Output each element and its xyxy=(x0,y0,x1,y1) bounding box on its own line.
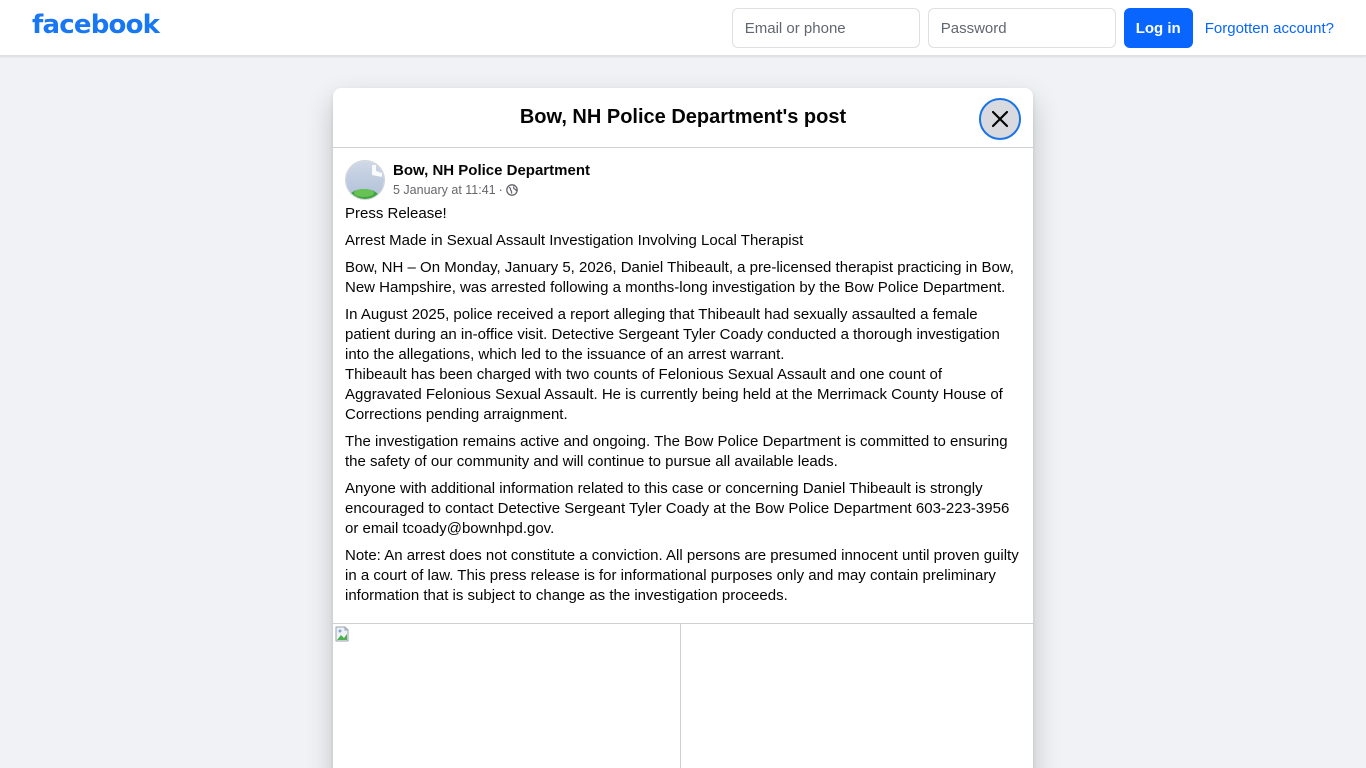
close-button[interactable] xyxy=(979,98,1021,140)
email-field[interactable] xyxy=(732,8,920,48)
post-paragraph: Anyone with additional information related to this case or concerning Daniel Thibeault is strongly encouraged to contact Detective Sergeant Tyler Coady at the Bow Police Department 603-223-3956 or email tcoady@bownhpd.gov. xyxy=(345,480,1010,537)
post-paragraph: Note: An arrest does not constitute a conviction. All persons are presumed innocent until proven guilty in a court of law. This press release is for informational purposes only and may contain preliminary information that is subject to change as the investigation proceeds. xyxy=(345,547,1019,604)
close-icon xyxy=(991,110,1009,128)
login-form xyxy=(732,8,1334,48)
timestamp-link[interactable]: 5 January at 11:41 xyxy=(393,183,496,197)
profile-picture-icon xyxy=(346,161,385,200)
post-image-1[interactable] xyxy=(333,624,681,768)
post-paragraph: In August 2025, police received a report alleging that Thibeault had sexually assaulted a female patient during an in-office visit. Detective Sergeant Tyler Coady conducted a thorough investigation into the allegations, which led to the issuance of an arrest warrant. xyxy=(345,306,1000,363)
top-navigation-bar xyxy=(0,0,1366,56)
post-text xyxy=(333,200,1033,606)
post-paragraph: Thibeault has been charged with two counts of Felonious Sexual Assault and one count of Aggravated Felonious Sexual Assault. He is currently being held at the Merrimack County House of Corrections pending arraignment. xyxy=(345,366,1003,423)
password-field[interactable] xyxy=(928,8,1116,48)
login-button[interactable]: Log in xyxy=(1124,8,1193,48)
post-meta xyxy=(393,161,590,199)
post-paragraph: Press Release! xyxy=(345,205,447,222)
post-image-2[interactable] xyxy=(681,624,1033,768)
post-image-grid xyxy=(333,623,1033,768)
forgotten-account-link[interactable]: Forgotten account? xyxy=(1204,19,1334,37)
dialog-header xyxy=(333,88,1033,148)
broken-image-icon xyxy=(335,626,351,642)
facebook-logo[interactable]: facebook xyxy=(32,10,160,40)
post-paragraph: Bow, NH – On Monday, January 5, 2026, Daniel Thibeault, a pre-licensed therapist practicing in Bow, New Hampshire, was arrested following a months-long investigation by the Bow Police Department. xyxy=(345,259,1014,296)
post-dialog xyxy=(333,88,1033,768)
post-timestamp xyxy=(393,181,590,199)
post-header xyxy=(333,148,1033,200)
post-paragraph: Arrest Made in Sexual Assault Investigation Involving Local Therapist xyxy=(345,232,804,249)
separator: · xyxy=(498,183,503,197)
avatar[interactable] xyxy=(345,160,385,200)
page-name-link[interactable]: Bow, NH Police Department xyxy=(393,162,590,179)
globe-icon xyxy=(506,184,518,196)
post-paragraph: The investigation remains active and ongoing. The Bow Police Department is committed to ensuring the safety of our community and will continue to pursue all available leads. xyxy=(345,433,1008,470)
dialog-title: Bow, NH Police Department's post xyxy=(519,106,847,128)
